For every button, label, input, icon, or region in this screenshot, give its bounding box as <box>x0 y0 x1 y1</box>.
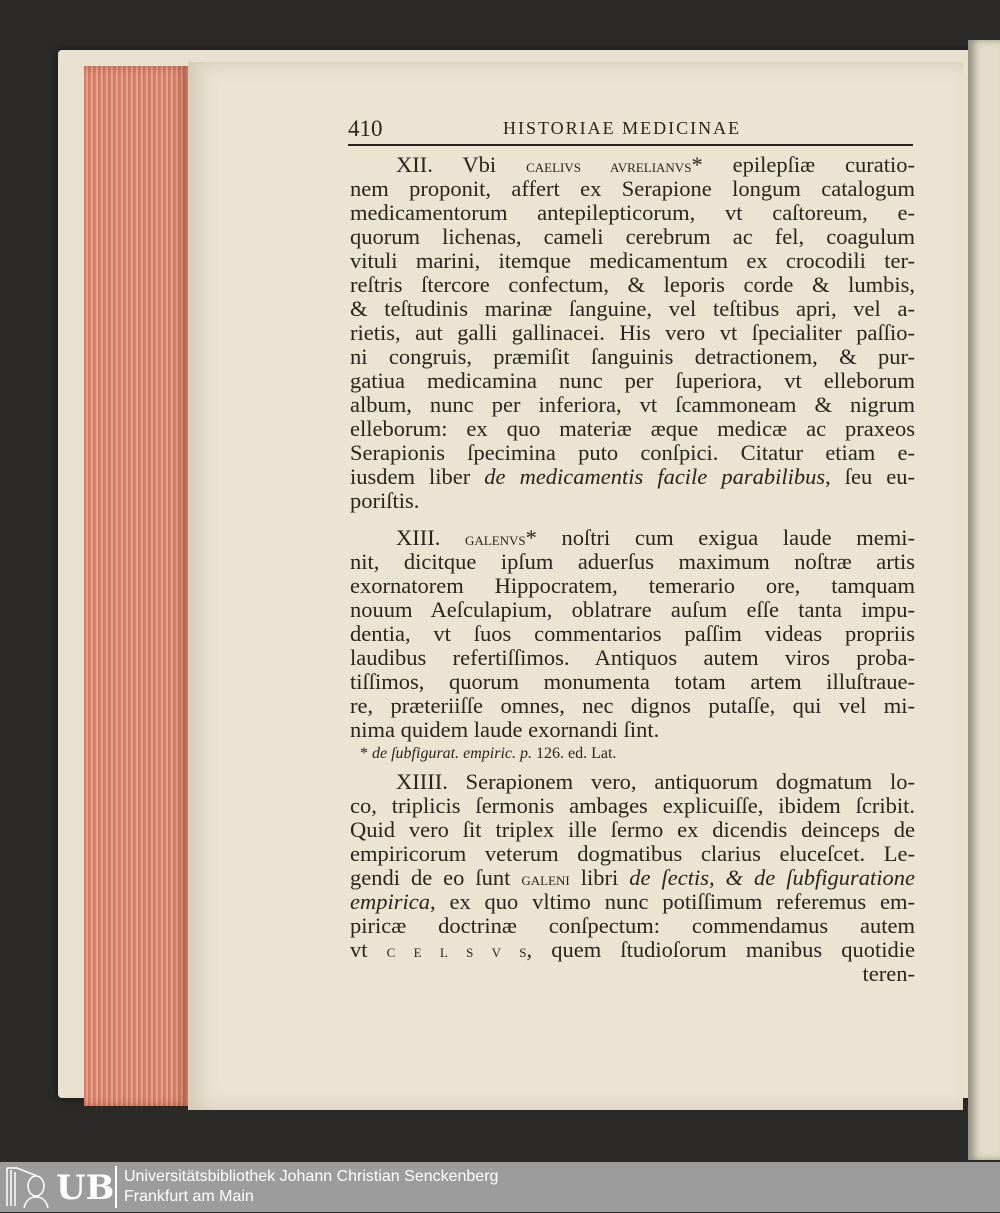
page-edges <box>84 66 188 1106</box>
text-run: XIII. <box>396 525 465 550</box>
text-run: laudibus refertiſſimos. Antiquos autem viros proba- <box>350 645 915 670</box>
text-run: ni congruis, præmiſit ſanguinis detractionem, & pur- <box>350 344 915 369</box>
text-run: iusdem liber <box>350 464 485 489</box>
text-line <box>350 177 915 201</box>
text-line <box>350 225 915 249</box>
text-line <box>350 598 915 622</box>
small-caps-name: galeni <box>521 869 570 890</box>
text-line <box>350 842 915 866</box>
running-title: HISTORIAE MEDICINAE <box>503 118 742 138</box>
text-run: Quid vero ſit triplex ille ſermo ex dicendis deinceps de <box>350 817 915 842</box>
text-run: * epilepſiæ curatio- <box>691 152 916 177</box>
text-line <box>350 818 915 842</box>
text-run: elleborum: ex quo materiæ æque medicæ ac praxeos <box>350 416 915 441</box>
small-caps-name: c e l s v s <box>386 941 527 962</box>
text-run: piricæ doctrinæ conſpectum: commendamus autem <box>350 913 915 938</box>
text-line <box>350 273 915 297</box>
text-run: re, præteriiſſe omnes, nec dignos putaſſe, qui vel mi- <box>350 693 915 718</box>
portrait-icon <box>4 1166 54 1208</box>
text-line <box>350 249 915 273</box>
text-run: tiſſimos, quorum monumenta totam artem illuſtraue- <box>350 669 915 694</box>
page-number: 410 <box>348 116 383 141</box>
text-line <box>350 393 915 417</box>
text-line <box>350 622 915 646</box>
text-line <box>350 794 915 818</box>
text-line <box>350 297 915 321</box>
text-run: & teſtudinis marinæ ſanguine, vel teſtibus apri, vel a- <box>350 296 915 321</box>
italic-title: de ſectis, & de ſubfiguratione <box>629 865 915 890</box>
text-run: rietis, aut galli gallinacei. His vero vt ſpecialiter paſſio- <box>350 320 915 345</box>
small-caps-name: galenvs <box>465 529 526 550</box>
text-line <box>350 574 915 598</box>
text-run: poriſtis. <box>350 488 420 513</box>
text-line <box>350 914 915 938</box>
text-run: teren- <box>862 961 915 986</box>
text-run: XII. Vbi <box>396 152 527 177</box>
text-line <box>350 321 915 345</box>
text-run: , quem ſtudioſorum manibus quotidie <box>526 937 915 962</box>
text-line <box>350 369 915 393</box>
text-run: reſtris ſtercore confectum, & leporis corde & lumbis, <box>350 272 915 297</box>
text-run: nouum Aeſculapium, oblatrare auſum eſſe tanta impu- <box>350 597 915 622</box>
text-run: XIIII. Serapionem vero, antiquorum dogmatum lo- <box>396 769 915 794</box>
text-run: empiricorum veterum dogmatibus clarius eluceſcet. Le- <box>350 841 915 866</box>
small-caps-name: caelivs avrelianvs <box>526 156 692 177</box>
text-line <box>350 694 915 718</box>
text-run: dentia, vt ſuos commentarios paſſim videas propriis <box>350 621 915 646</box>
text-run: nima quidem laude exornandi ſint. <box>350 717 660 742</box>
text-line <box>350 890 915 914</box>
text-run: vituli marini, itemque medicamentum ex crocodili ter- <box>350 248 915 273</box>
paragraph-xii <box>350 153 915 513</box>
text-run: , ex quo vltimo nunc potiſſimum referemus em- <box>429 889 915 914</box>
text-line <box>350 465 915 489</box>
text-line <box>350 489 915 513</box>
text-run: libri <box>569 865 630 890</box>
text-run: album, nunc per inferiora, vt ſcammoneam & nigrum <box>350 392 915 417</box>
library-city: Frankfurt am Main <box>124 1188 254 1205</box>
text-line <box>350 962 915 986</box>
text-line <box>350 866 915 890</box>
text-line <box>350 718 915 742</box>
logo-divider <box>115 1166 117 1208</box>
text-line <box>350 938 915 962</box>
text-line <box>350 526 915 550</box>
text-run: gatiua medicamina nunc per ſuperiora, vt elleborum <box>350 368 915 393</box>
logo-text: UB <box>56 1168 115 1208</box>
text-run: Serapionis ſpecimina puto conſpici. Citatur etiam e- <box>350 440 915 465</box>
text-run: nem proponit, affert ex Serapione longum catalogum <box>350 176 915 201</box>
text-line <box>350 550 915 574</box>
library-name: Universitätsbibliothek Johann Christian Senckenberg <box>124 1168 499 1185</box>
text-run: * <box>360 745 372 762</box>
text-run: vt <box>350 937 387 962</box>
text-run: co, triplicis ſermonis ambages explicuiſſe, ibidem ſcribit. <box>350 793 915 818</box>
paragraph-xiii <box>350 526 915 766</box>
footnote <box>350 742 915 766</box>
text-run: * noſtri cum exigua laude memi- <box>525 525 916 550</box>
text-line <box>350 345 915 369</box>
italic-title: de ſubfigurat. empiric. p. <box>372 745 532 762</box>
text-run: 126. ed. Lat. <box>531 745 617 762</box>
running-header <box>348 116 913 146</box>
library-logo <box>4 1166 116 1208</box>
text-run: exornatorem Hippocratem, temerario ore, tamquam <box>350 573 915 598</box>
text-line <box>350 670 915 694</box>
text-line <box>350 441 915 465</box>
text-line <box>350 153 915 177</box>
text-run: nit, dicitque ipſum aduerſus maximum noſtræ artis <box>350 549 915 574</box>
text-run: medicamentorum antepilepticorum, vt caſtoreum, e- <box>350 200 915 225</box>
paragraph-xiiii <box>350 770 915 986</box>
facing-page-edge <box>968 40 1000 1160</box>
text-line <box>350 770 915 794</box>
text-line <box>350 646 915 670</box>
text-line <box>350 201 915 225</box>
italic-title: de medicamentis facile parabilibus <box>484 464 826 489</box>
text-run: , ſeu eu- <box>825 464 915 489</box>
text-run: gendi de eo ſunt <box>350 865 522 890</box>
text-run: quorum lichenas, cameli cerebrum ac fel, coagulum <box>350 224 915 249</box>
library-footer <box>0 1162 1000 1212</box>
italic-title: empirica <box>350 889 430 914</box>
text-line <box>350 417 915 441</box>
